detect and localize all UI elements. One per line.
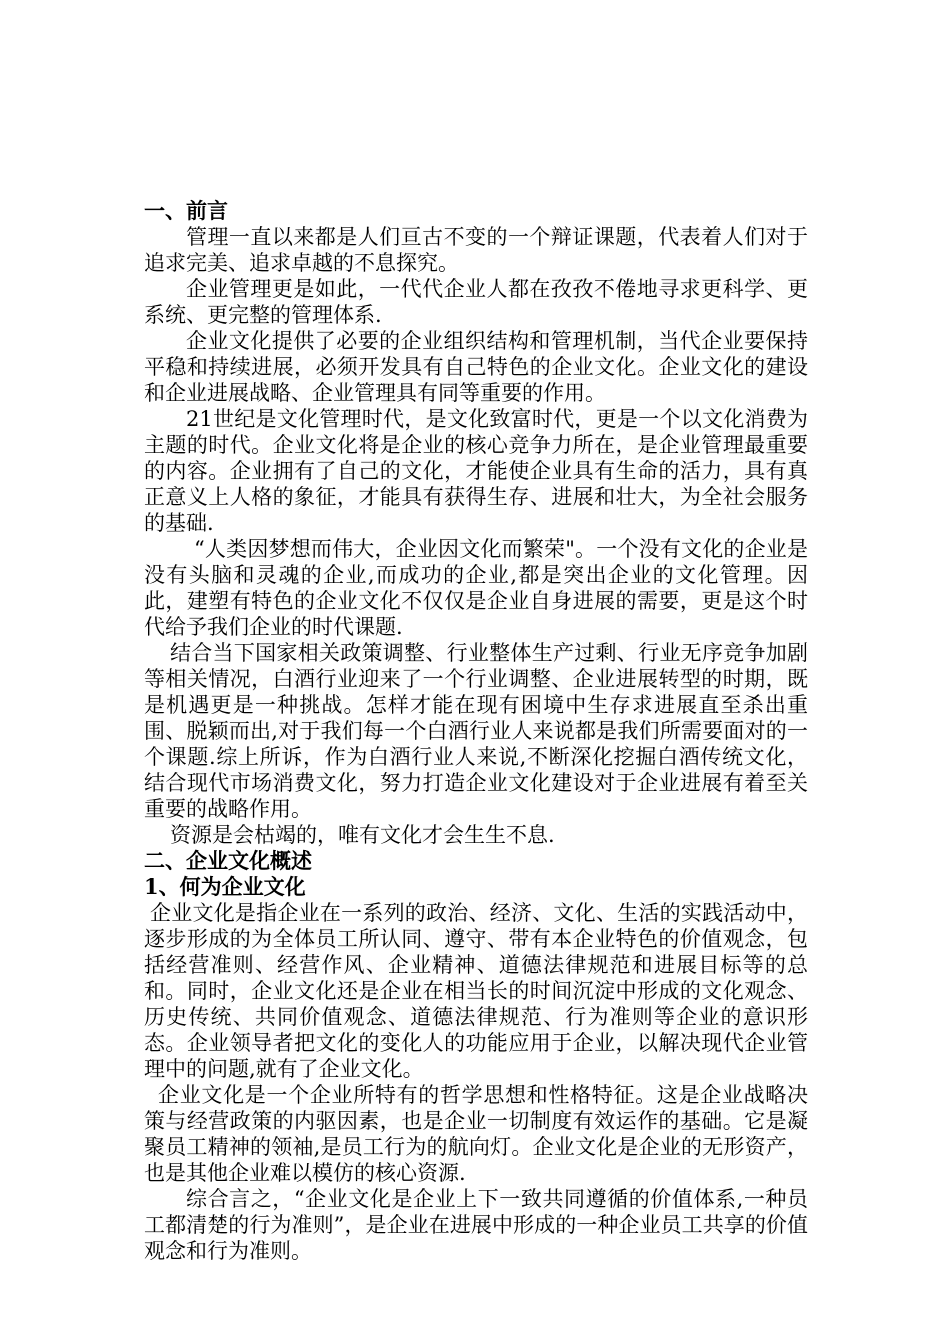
paragraph-4: 21世纪是文化管理时代，是文化致富时代，更是一个以文化消费为主题的时代。企业文化将是企业的核心竞争力所在，是企业管理最重要的内容。企业拥有了自己的文化，才能使企业具有生命的活力，具有真正意义上人格的象征，才能具有获得生存、进展和壮大，为全社会服务的基础. [144,407,808,535]
paragraph-10: 综合言之，“企业文化是企业上下一致共同遵循的价值体系,一种员工都清楚的行为准则”，是企业在进展中形成的一种企业员工共享的价值观念和行为准则。 [144,1187,808,1263]
section-heading-preface: 一、前言 [144,198,228,223]
paragraph-2: 企业管理更是如此，一代代企业人都在孜孜不倦地寻求更科学、更系统、更完整的管理体系. [144,277,808,327]
paragraph-7: 资源是会枯竭的，唯有文化才会生生不息. [170,823,555,847]
paragraph-3: 企业文化提供了必要的企业组织结构和管理机制，当代企业要保持平稳和持续进展，必须开发具有自己特色的企业文化。企业文化的建设和企业进展战略、企业管理具有同等重要的作用。 [144,329,808,405]
paragraph-6: 结合当下国家相关政策调整、行业整体生产过剩、行业无序竞争加剧等相关情况，白酒行业迎来了一个行业调整、企业进展转型的时期，既是机遇更是一种挑战。怎样才能在现有困境中生存求进展直至杀出重围、脱颖而出,对于我们每一个白酒行业人来说都是我们所需要面对的一个课题.综上所诉，作为白酒行业人来说,不断深化挖掘白酒传统文化，结合现代市场消费文化，努力打造企业文化建设对于企业进展有着至关重要的战略作用。 [144,641,808,821]
document-body [144,198,808,1264]
section-heading-overview: 二、企业文化概述 [144,848,312,873]
paragraph-5: “人类因梦想而伟大，企业因文化而繁荣"。一个没有文化的企业是没有头脑和灵魂的企业,而成功的企业,都是突出企业的文化管理。因此，建塑有特色的企业文化不仅仅是企业自身进展的需要，更是这个时代给予我们企业的时代课题. [144,537,808,639]
paragraph-9: 企业文化是一个企业所特有的哲学思想和性格特征。这是企业战略决策与经营政策的内驱因素，也是企业一切制度有效运作的基础。它是凝聚员工精神的领袖,是员工行为的航向灯。企业文化是企业的无形资产，也是其他企业难以模仿的核心资源. [144,1083,808,1185]
paragraph-1: 管理一直以来都是人们亘古不变的一个辩证课题，代表着人们对于追求完美、追求卓越的不息探究。 [144,225,808,275]
paragraph-8: 企业文化是指企业在一系列的政治、经济、文化、生活的实践活动中，逐步形成的为全体员工所认同、遵守、带有本企业特色的价值观念，包括经营准则、经营作风、企业精神、道德法律规范和进展目标等的总和。同时，企业文化还是企业在相当长的时间沉淀中形成的文化观念、历史传统、共同价值观念、道德法律规范、行为准则等企业的意识形态。企业领导者把文化的变化人的功能应用于企业，以解决现代企业管理中的问题,就有了企业文化。 [144,901,808,1081]
subsection-heading-what-is: 1、何为企业文化 [144,874,306,899]
